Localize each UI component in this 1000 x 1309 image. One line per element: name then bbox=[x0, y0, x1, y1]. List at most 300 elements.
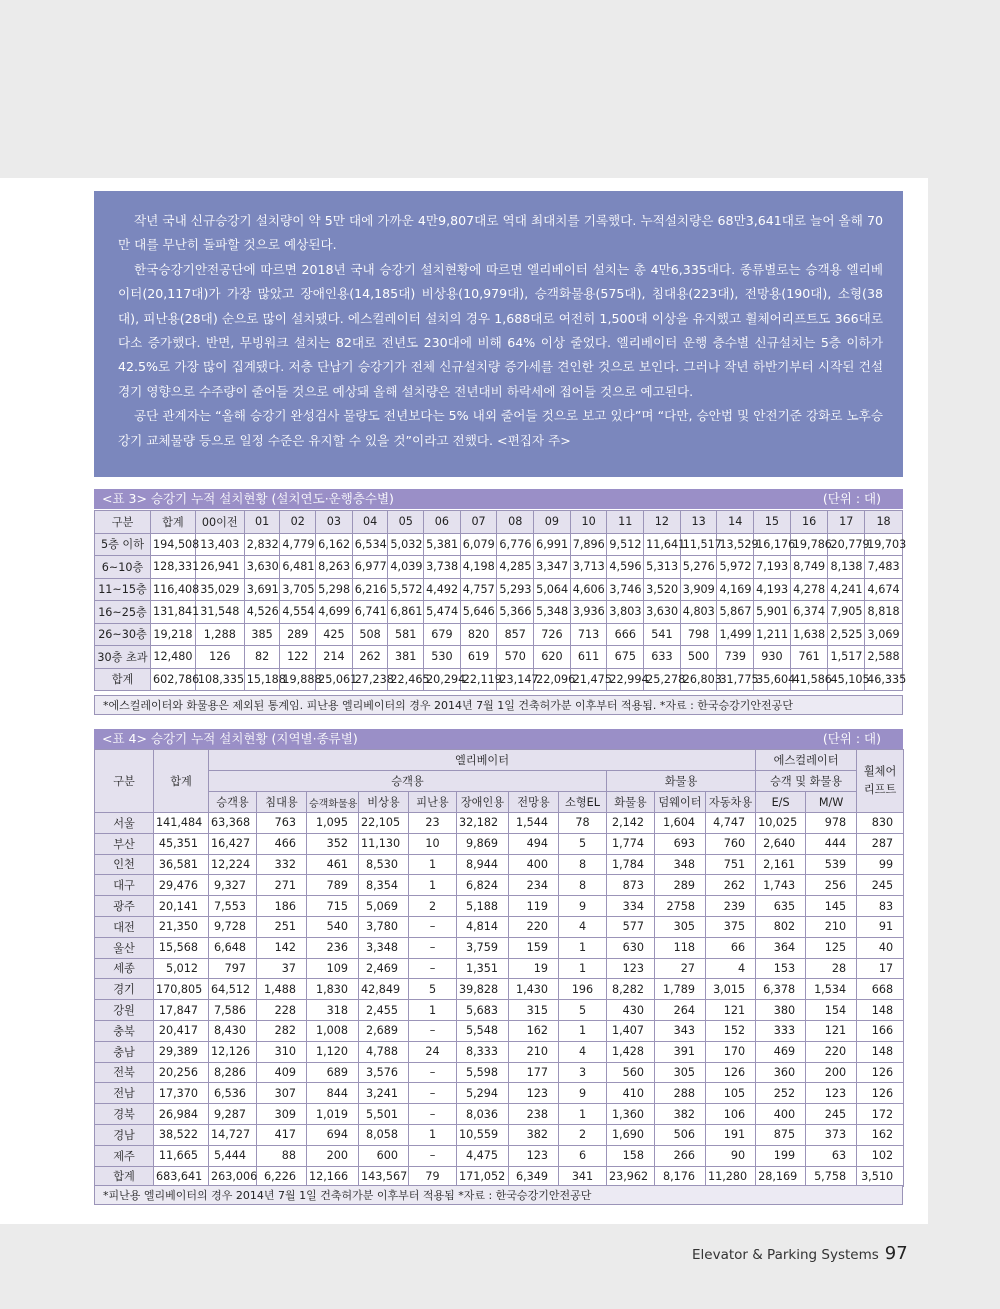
table3-cell: 666 bbox=[607, 623, 644, 646]
table4-cell: 352 bbox=[307, 833, 359, 854]
table4-row-label: 세종 bbox=[95, 958, 154, 979]
table3-row bbox=[95, 623, 903, 646]
table4-cell: – bbox=[409, 1083, 457, 1104]
table4-cell: 1,774 bbox=[607, 833, 655, 854]
page-number: 97 bbox=[884, 1243, 908, 1264]
table3-row bbox=[95, 533, 903, 556]
table3-cell: 5,366 bbox=[497, 601, 534, 624]
table4-cell: 154 bbox=[806, 1000, 857, 1021]
table4-subheader-cell: 승객용 bbox=[209, 792, 257, 813]
intro-paragraph: 공단 관계자는 “올해 승강기 완성검사 물량도 전년보다는 5% 내외 줄어들 것으로 보고 있다”며 “다만, 승안법 및 안전기준 강화로 노후승강기 교체물량 등으로 일정 수준은 유지할 수 있을 것”이라고 전했다. <편집자 주> bbox=[118, 408, 883, 448]
table3-cell: 6,991 bbox=[534, 533, 571, 556]
table4-cell: 333 bbox=[756, 1020, 806, 1041]
table3-cell: 6,162 bbox=[316, 533, 353, 556]
table4-cell: 1,351 bbox=[457, 958, 509, 979]
table4-cell: 797 bbox=[209, 958, 257, 979]
table4-header-esc-group: 승객 및 화물용 bbox=[756, 771, 857, 792]
table3-cell: 4,039 bbox=[388, 556, 424, 579]
table4-row-label: 강원 bbox=[95, 1000, 154, 1021]
table3-header-row bbox=[95, 511, 903, 534]
table4-row-label: 경기 bbox=[95, 979, 154, 1000]
table4-header-wheelchair: 휠체어 리프트 bbox=[857, 750, 904, 813]
table3-cell: 4,596 bbox=[607, 556, 644, 579]
table4-cell: 11,280 bbox=[706, 1166, 756, 1187]
table4-cell: 309 bbox=[257, 1104, 307, 1125]
table4-cell: 4,814 bbox=[457, 916, 509, 937]
table3-header-cell: 08 bbox=[497, 511, 534, 534]
table3-cell: 8,138 bbox=[828, 556, 865, 579]
table4-cell: 126 bbox=[857, 1083, 904, 1104]
table4-cell: 153 bbox=[756, 958, 806, 979]
table4-row bbox=[95, 1166, 904, 1187]
table3-cell: 5,646 bbox=[460, 601, 497, 624]
table3-cell: 4,606 bbox=[570, 578, 607, 601]
table4-cell: 305 bbox=[655, 916, 706, 937]
table4-cell: 123 bbox=[509, 1145, 559, 1166]
table4-cell: 668 bbox=[857, 979, 904, 1000]
table3-cell: 128,331 bbox=[151, 556, 196, 579]
table4-cell: 288 bbox=[655, 1083, 706, 1104]
table4-cell: 245 bbox=[857, 875, 904, 896]
table4-cell: 234 bbox=[509, 875, 559, 896]
table3-cell: 6,741 bbox=[352, 601, 388, 624]
table4-cell: 10 bbox=[409, 833, 457, 854]
table4-cell: 38,522 bbox=[154, 1124, 209, 1145]
table3-cell: 22,119 bbox=[460, 668, 497, 691]
table3-cell: 3,630 bbox=[244, 556, 280, 579]
table4-cell: 635 bbox=[756, 896, 806, 917]
table4-row bbox=[95, 1041, 904, 1062]
table4-cell: 42,849 bbox=[359, 979, 409, 1000]
table3-header-cell: 14 bbox=[717, 511, 754, 534]
table4-cell: 364 bbox=[756, 937, 806, 958]
table3-cell: 16,176 bbox=[754, 533, 791, 556]
table4-cell: 382 bbox=[509, 1124, 559, 1145]
table3-cell: 5,381 bbox=[424, 533, 461, 556]
table4-cell: 99 bbox=[857, 854, 904, 875]
table4-cell: 1,008 bbox=[307, 1020, 359, 1041]
table3-header-cell: 18 bbox=[865, 511, 903, 534]
table4-cell: 7,586 bbox=[209, 1000, 257, 1021]
table4-cell: 228 bbox=[257, 1000, 307, 1021]
table4-cell: 14,727 bbox=[209, 1124, 257, 1145]
table3-row-label: 5층 이하 bbox=[95, 533, 151, 556]
table4-cell: 751 bbox=[706, 854, 756, 875]
table3-cell: 122 bbox=[280, 646, 316, 669]
table3-cell: 11,517 bbox=[680, 533, 717, 556]
table4-cell: 689 bbox=[307, 1062, 359, 1083]
table4-cell: 123 bbox=[806, 1083, 857, 1104]
table4-cell: 9,327 bbox=[209, 875, 257, 896]
table4-cell: 382 bbox=[655, 1104, 706, 1125]
table4-row bbox=[95, 1083, 904, 1104]
bottom-band bbox=[0, 1224, 1000, 1309]
table4-cell: 334 bbox=[607, 896, 655, 917]
table3-cell: 116,408 bbox=[151, 578, 196, 601]
table4-cell: 12,166 bbox=[307, 1166, 359, 1187]
table4-cell: 9,869 bbox=[457, 833, 509, 854]
table4-cell: 8,430 bbox=[209, 1020, 257, 1041]
table4-cell: 20,417 bbox=[154, 1020, 209, 1041]
table4-row bbox=[95, 1104, 904, 1125]
table4-row-label: 충남 bbox=[95, 1041, 154, 1062]
table4-cell: 694 bbox=[307, 1124, 359, 1145]
table4-cell: 8,333 bbox=[457, 1041, 509, 1062]
table4-cell: 1,428 bbox=[607, 1041, 655, 1062]
table4-cell: 148 bbox=[857, 1000, 904, 1021]
table4-row-label: 서울 bbox=[95, 813, 154, 834]
table3-cell: 4,803 bbox=[680, 601, 717, 624]
table3-cell: 8,818 bbox=[865, 601, 903, 624]
table3-cell: 3,803 bbox=[607, 601, 644, 624]
table3-cell: 4,285 bbox=[497, 556, 534, 579]
table4-cell: 760 bbox=[706, 833, 756, 854]
table4-cell: 360 bbox=[756, 1062, 806, 1083]
table3-header-cell: 03 bbox=[316, 511, 353, 534]
table4-cell: 171,052 bbox=[457, 1166, 509, 1187]
table4-cell: 1,430 bbox=[509, 979, 559, 1000]
table4-cell: 1 bbox=[559, 1020, 607, 1041]
table3-cell: 620 bbox=[534, 646, 571, 669]
table4-cell: 9,728 bbox=[209, 916, 257, 937]
table4-cell: 162 bbox=[857, 1124, 904, 1145]
table4-cell: 126 bbox=[706, 1062, 756, 1083]
table4-cell: 305 bbox=[655, 1062, 706, 1083]
table4-row bbox=[95, 979, 904, 1000]
table3-header-cell: 13 bbox=[680, 511, 717, 534]
table4-cell: 4,788 bbox=[359, 1041, 409, 1062]
table3-cell: 19,703 bbox=[865, 533, 903, 556]
table4-cell: 266 bbox=[655, 1145, 706, 1166]
table4-cell: 17,847 bbox=[154, 1000, 209, 1021]
table4-cell: 5 bbox=[409, 979, 457, 1000]
table3-cell: 5,901 bbox=[754, 601, 791, 624]
table3-cell: 6,534 bbox=[352, 533, 388, 556]
table4-cell: 4 bbox=[559, 1041, 607, 1062]
table3-cell: 25,061 bbox=[316, 668, 353, 691]
table4-cell: 400 bbox=[509, 854, 559, 875]
table3-cell: 5,313 bbox=[644, 556, 681, 579]
table4-cell: 1 bbox=[409, 1124, 457, 1145]
table4-cell: 251 bbox=[257, 916, 307, 937]
table4-cell: 17,370 bbox=[154, 1083, 209, 1104]
table4-cell: 1 bbox=[559, 958, 607, 979]
table4-cell: 45,351 bbox=[154, 833, 209, 854]
table3-title-bar bbox=[94, 489, 903, 509]
table4-cell: 2 bbox=[559, 1124, 607, 1145]
table4-cell: – bbox=[409, 916, 457, 937]
table4-cell: 12,224 bbox=[209, 854, 257, 875]
table3-cell: 4,278 bbox=[790, 578, 828, 601]
table3-cell: 25,278 bbox=[644, 668, 681, 691]
table4-cell: 332 bbox=[257, 854, 307, 875]
table3-cell: 7,193 bbox=[754, 556, 791, 579]
table4-cell: 5,069 bbox=[359, 896, 409, 917]
table3-cell: 31,548 bbox=[195, 601, 244, 624]
table3-cell: 5,572 bbox=[388, 578, 424, 601]
table4-cell: 1,789 bbox=[655, 979, 706, 1000]
table3-cell: 6,374 bbox=[790, 601, 828, 624]
table3-cell: 4,193 bbox=[754, 578, 791, 601]
table4-cell: 444 bbox=[806, 833, 857, 854]
table4-cell: 239 bbox=[706, 896, 756, 917]
table4-cell: 170 bbox=[706, 1041, 756, 1062]
table4-cell: 693 bbox=[655, 833, 706, 854]
table3-cell: 3,691 bbox=[244, 578, 280, 601]
table4-cell: 8,058 bbox=[359, 1124, 409, 1145]
table3-cell: 3,713 bbox=[570, 556, 607, 579]
table3-cell: 31,775 bbox=[717, 668, 754, 691]
table4-cell: 1 bbox=[559, 1104, 607, 1125]
table4-cell: 1,407 bbox=[607, 1020, 655, 1041]
table4-cell: 220 bbox=[509, 916, 559, 937]
table3-cell: 7,483 bbox=[865, 556, 903, 579]
table3-cell: 22,994 bbox=[607, 668, 644, 691]
table3-cell: 6,977 bbox=[352, 556, 388, 579]
table3-cell: 15,188 bbox=[244, 668, 280, 691]
table3-cell: 3,936 bbox=[570, 601, 607, 624]
table4-title: <표 4> 승강기 누적 설치현황 (지역별·종류별) bbox=[102, 731, 358, 746]
table3-cell: 5,032 bbox=[388, 533, 424, 556]
table4-cell: 494 bbox=[509, 833, 559, 854]
table4-cell: 1,690 bbox=[607, 1124, 655, 1145]
table4-cell: 8,036 bbox=[457, 1104, 509, 1125]
table4-cell: 91 bbox=[857, 916, 904, 937]
table3-cell: 3,738 bbox=[424, 556, 461, 579]
table4-cell: 118 bbox=[655, 937, 706, 958]
table3-cell: 5,064 bbox=[534, 578, 571, 601]
table4-cell: 8,944 bbox=[457, 854, 509, 875]
table4-row-label: 대전 bbox=[95, 916, 154, 937]
table4-row bbox=[95, 1000, 904, 1021]
table3-cell: 26,941 bbox=[195, 556, 244, 579]
table4-header-gubun: 구분 bbox=[95, 750, 154, 813]
table4-subheader-cell: 비상용 bbox=[359, 792, 409, 813]
table3-cell: 4,699 bbox=[316, 601, 353, 624]
table4-header-elevator: 엘리베이터 bbox=[209, 750, 756, 771]
table4-cell: 12,126 bbox=[209, 1041, 257, 1062]
table3-cell: 19,218 bbox=[151, 623, 196, 646]
table4-cell: 715 bbox=[307, 896, 359, 917]
table4-cell: 289 bbox=[655, 875, 706, 896]
table4-cell: 506 bbox=[655, 1124, 706, 1145]
table4-cell: 256 bbox=[806, 875, 857, 896]
table3-cell: 8,263 bbox=[316, 556, 353, 579]
table3-cell: 23,147 bbox=[497, 668, 534, 691]
table3-row-label: 합계 bbox=[95, 668, 151, 691]
table3-cell: 530 bbox=[424, 646, 461, 669]
table4-cell: 600 bbox=[359, 1145, 409, 1166]
table3-cell: 5,972 bbox=[717, 556, 754, 579]
table3-header-cell: 02 bbox=[280, 511, 316, 534]
table4-cell: 196 bbox=[559, 979, 607, 1000]
table4-cell: 40 bbox=[857, 937, 904, 958]
table4-cell: 63 bbox=[806, 1145, 857, 1166]
magazine-name: Elevator & Parking Systems bbox=[692, 1247, 879, 1263]
table3-cell: 35,029 bbox=[195, 578, 244, 601]
table3-header-cell: 06 bbox=[424, 511, 461, 534]
table3-header-cell: 09 bbox=[534, 511, 571, 534]
intro-paragraph: 작년 국내 신규승강기 설치량이 약 5만 대에 가까운 4만9,807대로 역대 최대치를 기록했다. 누적설치량은 68만3,641대로 늘어 올해 70만 대를 무난히 돌파할 것으로 예상된다. bbox=[118, 213, 883, 253]
table4-cell: 11,130 bbox=[359, 833, 409, 854]
table4-cell: 177 bbox=[509, 1062, 559, 1083]
table4-cell: 106 bbox=[706, 1104, 756, 1125]
table3-cell: 214 bbox=[316, 646, 353, 669]
table4-cell: 3,241 bbox=[359, 1083, 409, 1104]
table4-cell: 341 bbox=[559, 1166, 607, 1187]
table4-cell: 577 bbox=[607, 916, 655, 937]
table3-cell: 5,298 bbox=[316, 578, 353, 601]
table4-cell: 8,282 bbox=[607, 979, 655, 1000]
table4-cell: 6,226 bbox=[257, 1166, 307, 1187]
table3-cell: 857 bbox=[497, 623, 534, 646]
table4-cell: 1,544 bbox=[509, 813, 559, 834]
table4-cell: 3,759 bbox=[457, 937, 509, 958]
table4-cell: 8 bbox=[559, 875, 607, 896]
table4-cell: 23 bbox=[409, 813, 457, 834]
table4-cell: 6,349 bbox=[509, 1166, 559, 1187]
table4-cell: 37 bbox=[257, 958, 307, 979]
table3-cell: 6,776 bbox=[497, 533, 534, 556]
table3-header-cell: 00이전 bbox=[195, 511, 244, 534]
table4-cell: 8,286 bbox=[209, 1062, 257, 1083]
table4-header-escalator: 에스컬레이터 bbox=[756, 750, 857, 771]
table4-cell: 123 bbox=[509, 1083, 559, 1104]
table4-cell: 1,488 bbox=[257, 979, 307, 1000]
table4-cell: 39,828 bbox=[457, 979, 509, 1000]
table4-cell: 8,176 bbox=[655, 1166, 706, 1187]
table3-cell: 713 bbox=[570, 623, 607, 646]
table4-title-bar bbox=[94, 729, 903, 749]
table4-row bbox=[95, 958, 904, 979]
table4-cell: 5,294 bbox=[457, 1083, 509, 1104]
table4-cell: 5 bbox=[559, 833, 607, 854]
table3-header-cell: 15 bbox=[754, 511, 791, 534]
table3-cell: 679 bbox=[424, 623, 461, 646]
table4-cell: 789 bbox=[307, 875, 359, 896]
table4-cell: 2,142 bbox=[607, 813, 655, 834]
table4-cell: 6,824 bbox=[457, 875, 509, 896]
table3-cell: 1,499 bbox=[717, 623, 754, 646]
table4-cell: 162 bbox=[509, 1020, 559, 1041]
table3-cell: 3,069 bbox=[865, 623, 903, 646]
table4-cell: 3 bbox=[559, 1062, 607, 1083]
table4-header-total: 합계 bbox=[154, 750, 209, 813]
table4-cell: 539 bbox=[806, 854, 857, 875]
table4-row-label: 광주 bbox=[95, 896, 154, 917]
table4-cell: 409 bbox=[257, 1062, 307, 1083]
table3-row bbox=[95, 601, 903, 624]
table4-cell: 90 bbox=[706, 1145, 756, 1166]
table3-cell: 4,169 bbox=[717, 578, 754, 601]
table3-cell: 5,474 bbox=[424, 601, 461, 624]
page-footer bbox=[692, 1243, 908, 1264]
table3-cell: 3,746 bbox=[607, 578, 644, 601]
table4-row-label: 합계 bbox=[95, 1166, 154, 1187]
table3-cell: 6,216 bbox=[352, 578, 388, 601]
intro-paragraph: 한국승강기안전공단에 따르면 2018년 국내 승강기 설치현황에 따르면 엘리베이터 설치는 총 4만6,335대다. 종류별로는 승객용 엘리베이터(20,117대)가 가장 많았고 장애인용(14,185대) 비상용(10,979대), 승객화물용(575대), 침대용(223대), 전망용(190대), 소형(38대), 피난용(28대) 순으로 많이 설치됐다. 에스컬레이터 설치의 경우 1,688대로 여전히 1,500대 이상을 유지했고 휠체어리프트도 366대로 다소 증가했다. 반면, 무빙워크 설치는 82대로 전년도 230대에 비해 64% 이상 줄었다. 엘리베이터 운행 층수별 신규설치는 5층 이하가 42.5%로 가장 많이 집계됐다. 저층 단납기 승강기가 전체 신규설치량 증가세를 견인한 것으로 보인다. 그러나 작년 하반기부터 시작된 건설경기 영향으로 수주량이 줄어들 것으로 예상돼 올해 설치량은 전년대비 하락세에 접어들 것으로 예고된다. bbox=[118, 261, 883, 399]
table3-cell: 108,335 bbox=[195, 668, 244, 691]
table3-cell: 5,276 bbox=[680, 556, 717, 579]
table4-cell: 6,378 bbox=[756, 979, 806, 1000]
table4-cell: 10,559 bbox=[457, 1124, 509, 1145]
table4-cell: 4 bbox=[559, 916, 607, 937]
table4-cell: 1,830 bbox=[307, 979, 359, 1000]
table4-cell: 2,455 bbox=[359, 1000, 409, 1021]
table4-cell: 220 bbox=[806, 1041, 857, 1062]
table4-cell: 79 bbox=[409, 1166, 457, 1187]
table3-cell: 4,779 bbox=[280, 533, 316, 556]
table3-row-label: 11~15층 bbox=[95, 578, 151, 601]
table4-cell: – bbox=[409, 1104, 457, 1125]
table3-title: <표 3> 승강기 누적 설치현황 (설치연도·운행층수별) bbox=[102, 491, 394, 506]
table4-cell: 5,501 bbox=[359, 1104, 409, 1125]
table4-cell: 4 bbox=[706, 958, 756, 979]
table4-cell: 3,576 bbox=[359, 1062, 409, 1083]
table4-row-label: 울산 bbox=[95, 937, 154, 958]
table4-subheader-cell: 침대용 bbox=[257, 792, 307, 813]
table3-cell: 262 bbox=[352, 646, 388, 669]
table4-cell: 1 bbox=[559, 937, 607, 958]
table4-cell: 148 bbox=[857, 1041, 904, 1062]
table4-cell: 172 bbox=[857, 1104, 904, 1125]
table4-cell: 875 bbox=[756, 1124, 806, 1145]
table4-cell: 2,161 bbox=[756, 854, 806, 875]
table3-cell: 2,525 bbox=[828, 623, 865, 646]
table4-cell: 5,188 bbox=[457, 896, 509, 917]
table4-cell: 1 bbox=[409, 854, 457, 875]
table4-cell: 143,567 bbox=[359, 1166, 409, 1187]
table4 bbox=[94, 749, 904, 1187]
table4-cell: 158 bbox=[607, 1145, 655, 1166]
table4-cell: 28 bbox=[806, 958, 857, 979]
table4-row-label: 부산 bbox=[95, 833, 154, 854]
table3-cell: 4,492 bbox=[424, 578, 461, 601]
table3-cell: 798 bbox=[680, 623, 717, 646]
table3-cell: 541 bbox=[644, 623, 681, 646]
table4-cell: 199 bbox=[756, 1145, 806, 1166]
table3-cell: 4,757 bbox=[460, 578, 497, 601]
table4-cell: 10,025 bbox=[756, 813, 806, 834]
table3-cell: 675 bbox=[607, 646, 644, 669]
table4-cell: 5 bbox=[559, 1000, 607, 1021]
table3-cell: 1,638 bbox=[790, 623, 828, 646]
table3-cell: 3,347 bbox=[534, 556, 571, 579]
table4-row bbox=[95, 1124, 904, 1145]
table4-cell: 343 bbox=[655, 1020, 706, 1041]
table4-cell: 1 bbox=[409, 875, 457, 896]
table3-cell: 5,348 bbox=[534, 601, 571, 624]
table3-cell: 611 bbox=[570, 646, 607, 669]
table4-cell: 5,598 bbox=[457, 1062, 509, 1083]
table3-cell: 726 bbox=[534, 623, 571, 646]
table4-cell: 166 bbox=[857, 1020, 904, 1041]
table3-cell: 27,238 bbox=[352, 668, 388, 691]
table4-cell: – bbox=[409, 1145, 457, 1166]
table4-cell: 763 bbox=[257, 813, 307, 834]
table4-cell: 400 bbox=[756, 1104, 806, 1125]
table3-row-label: 6~10층 bbox=[95, 556, 151, 579]
table4-cell: 145 bbox=[806, 896, 857, 917]
table3-cell: 633 bbox=[644, 646, 681, 669]
table3-header-cell: 17 bbox=[828, 511, 865, 534]
table4-cell: 23,962 bbox=[607, 1166, 655, 1187]
table4-cell: – bbox=[409, 1020, 457, 1041]
table3-cell: 570 bbox=[497, 646, 534, 669]
table4-row-label: 인천 bbox=[95, 854, 154, 875]
table4-cell: 318 bbox=[307, 1000, 359, 1021]
table4-cell: 121 bbox=[806, 1020, 857, 1041]
